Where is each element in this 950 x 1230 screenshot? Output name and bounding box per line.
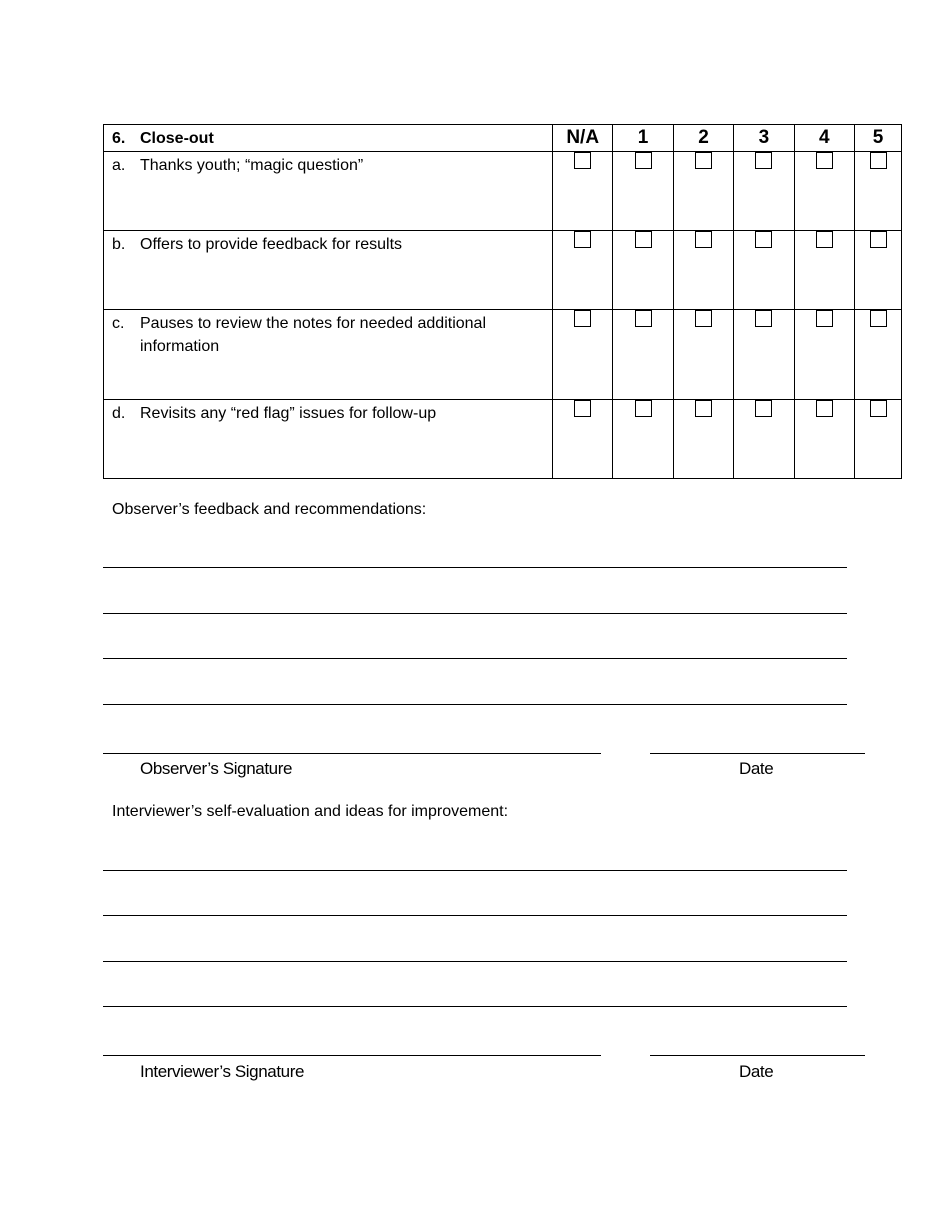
interviewer-signature-label: Interviewer’s Signature [140, 1062, 305, 1081]
observer-feedback-line[interactable] [103, 567, 847, 568]
rating-checkbox-4[interactable] [816, 310, 833, 327]
column-header-3: 3 [734, 125, 794, 152]
rating-checkbox-5[interactable] [870, 231, 887, 248]
column-header-1: 1 [613, 125, 673, 152]
item-text: Offers to provide feedback for results [140, 236, 403, 253]
interviewer-signature-line[interactable] [103, 1055, 601, 1056]
observer-feedback-line[interactable] [103, 704, 847, 705]
rating-checkbox-2[interactable] [695, 231, 712, 248]
item-text: Thanks youth; “magic question” [140, 157, 364, 174]
rating-checkbox-1[interactable] [635, 152, 652, 169]
interviewer-evaluation-line[interactable] [103, 870, 847, 871]
item-cell [104, 400, 553, 479]
observer-signature-label: Observer’s Signature [140, 759, 293, 778]
item-letter: a. [112, 157, 126, 174]
table-row [104, 152, 902, 231]
column-header-4: 4 [794, 125, 854, 152]
rating-checkbox-3[interactable] [755, 231, 772, 248]
observer-feedback-line[interactable] [103, 613, 847, 614]
section-title: Close-out [140, 130, 214, 147]
table-row [104, 231, 902, 310]
observer-feedback-prompt: Observer’s feedback and recommendations: [112, 501, 427, 518]
rating-checkbox-1[interactable] [635, 231, 652, 248]
column-header-5: 5 [855, 125, 902, 152]
interviewer-date-line[interactable] [650, 1055, 865, 1056]
observer-feedback-line[interactable] [103, 658, 847, 659]
item-cell [104, 152, 553, 231]
rating-checkbox-1[interactable] [635, 310, 652, 327]
rating-checkbox-4[interactable] [816, 400, 833, 417]
item-cell [104, 310, 553, 400]
column-header-2: 2 [673, 125, 733, 152]
observer-signature-line[interactable] [103, 753, 601, 754]
interviewer-evaluation-line[interactable] [103, 961, 847, 962]
rating-checkbox-3[interactable] [755, 400, 772, 417]
rating-checkbox-2[interactable] [695, 152, 712, 169]
section-number: 6. [112, 130, 126, 147]
table-row [104, 400, 902, 479]
rating-checkbox-5[interactable] [870, 400, 887, 417]
interviewer-evaluation-line[interactable] [103, 915, 847, 916]
item-cell [104, 231, 553, 310]
rating-checkbox-na[interactable] [574, 152, 591, 169]
observer-date-label: Date [739, 759, 774, 778]
close-out-rating-table [103, 124, 902, 479]
rating-checkbox-na[interactable] [574, 310, 591, 327]
rating-checkbox-5[interactable] [870, 152, 887, 169]
rating-checkbox-4[interactable] [816, 152, 833, 169]
item-text: Revisits any “red flag” issues for follow-up [140, 405, 437, 422]
table-header-row [104, 125, 902, 152]
observer-date-line[interactable] [650, 753, 865, 754]
item-text: Pauses to review the notes for needed additional information [140, 315, 487, 355]
interviewer-date-label: Date [739, 1062, 774, 1081]
rating-checkbox-4[interactable] [816, 231, 833, 248]
rating-checkbox-3[interactable] [755, 152, 772, 169]
item-letter: d. [112, 405, 126, 422]
table-row [104, 310, 902, 400]
rating-checkbox-1[interactable] [635, 400, 652, 417]
rating-checkbox-3[interactable] [755, 310, 772, 327]
interviewer-evaluation-line[interactable] [103, 1006, 847, 1007]
interviewer-evaluation-prompt: Interviewer’s self-evaluation and ideas for improvement: [112, 803, 509, 820]
rating-checkbox-2[interactable] [695, 310, 712, 327]
rating-checkbox-na[interactable] [574, 231, 591, 248]
item-letter: c. [112, 315, 125, 332]
rating-checkbox-5[interactable] [870, 310, 887, 327]
rating-checkbox-2[interactable] [695, 400, 712, 417]
item-letter: b. [112, 236, 126, 253]
column-header-na: N/A [553, 125, 613, 152]
rating-checkbox-na[interactable] [574, 400, 591, 417]
section-header [104, 125, 553, 152]
